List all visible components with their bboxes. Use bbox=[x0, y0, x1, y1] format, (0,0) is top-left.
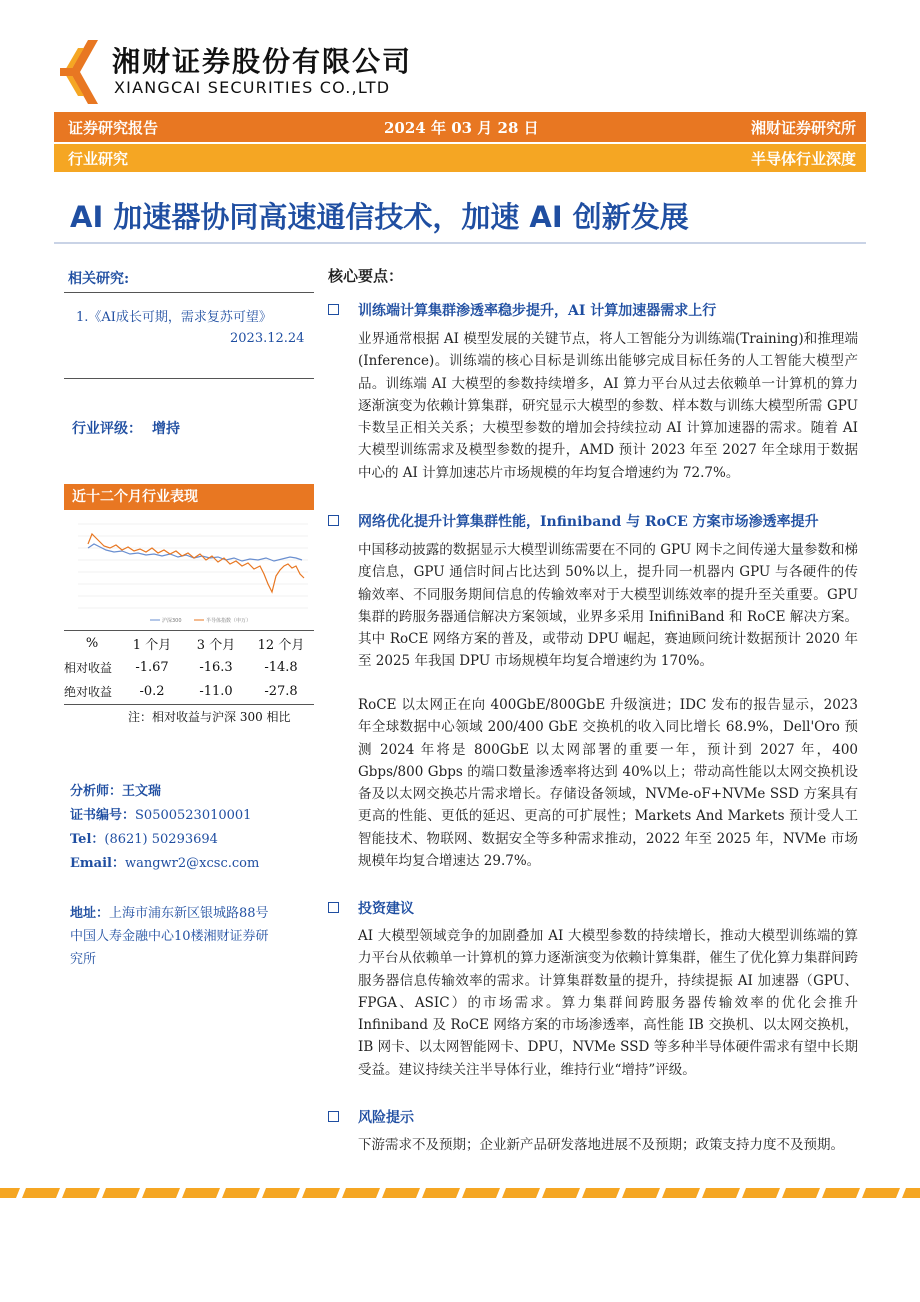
report-subcategory: 半导体行业深度 bbox=[750, 149, 856, 168]
analyst-label: 分析师： bbox=[70, 784, 123, 799]
xiangcai-logo-icon bbox=[60, 38, 104, 106]
table-cell: -14.8 bbox=[264, 659, 298, 675]
performance-heading: 近十二个月行业表现 bbox=[64, 484, 314, 510]
sidebar-divider bbox=[64, 292, 314, 293]
table-row-label: 相对收益 bbox=[64, 660, 113, 675]
table-cell: -1.67 bbox=[135, 659, 169, 675]
series-semiconductor-line bbox=[88, 534, 304, 592]
email-value[interactable]: wangwr2@xcsc.com bbox=[124, 856, 260, 871]
table-cell: -27.8 bbox=[264, 683, 298, 699]
table-row bbox=[64, 679, 314, 703]
table-note: 注：相对收益与沪深 300 相比 bbox=[128, 710, 291, 724]
company-name-en: XIANGCAI SECURITIES CO.,LTD bbox=[114, 78, 391, 97]
section-paragraph: 业界通常根据 AI 模型发展的关键节点，将人工智能分为训练端(Training)和推理端(Inference)。训练端的核心目标是训练出能够完成目标任务的人工智能大模型产品。训练端 AI 大模型的参数持续增多，AI 算力平台从过去依赖单一计算机的算力逐渐演变为依赖计算集群，研究显示大模型的参数、样本数与训练大模型所需 GPU 卡数呈正相关关系；大模型参数的增加会持续拉动 AI 计算加速器的需求。随着 AI 大模型训练需求及模型参数的提升，AMD 预计 2023 年至 2027 年全球用于数据中心的 AI 计算加速芯片市场规模的年均复合增速约为 72.7%。 bbox=[358, 331, 858, 481]
report-category: 行业研究 bbox=[68, 149, 129, 168]
table-header-row bbox=[64, 631, 314, 655]
table-row-label: 绝对收益 bbox=[64, 684, 113, 699]
table-header-cell: % bbox=[85, 635, 99, 651]
checkbox-bullet-icon bbox=[328, 902, 339, 913]
section-paragraph: 下游需求不及预期；企业新产品研发落地进展不及预期；政策支持力度不及预期。 bbox=[358, 1137, 844, 1153]
table-row bbox=[64, 655, 314, 679]
performance-table bbox=[64, 631, 314, 703]
report-type: 证券研究报告 bbox=[68, 118, 159, 137]
report-title: AI 加速器协同高速通信技术，加速 AI 创新发展 bbox=[70, 200, 689, 234]
table-cell: -16.3 bbox=[199, 659, 233, 675]
section-paragraph: RoCE 以太网正在向 400GbE/800GbE 升级演进；IDC 发布的报告显示，2023 年全球数据中心领域 200/400 GbE 交换机的收入同比增长 68.9%，Dell'Oro 预测 2024 年将是 800GbE 以太网部署的重要一年，预计到 2027 年，400 Gbps/800 Gbps 的端口数量渗透率将达到 40%以上；带动高性能以太网交换机设备及以太网交换芯片需求增长。存储设备领域，NVMe-oF+NVMe SSD 方案具有更高的性能、更低的延迟、更高的可扩展性；Markets And Markets 预计受人工智能技术、物联网、数据安全等多种需求推动，2022 年至 2025 年，NVMe 市场规模年均复合增速达 29.7%。 bbox=[358, 697, 858, 870]
checkbox-bullet-icon bbox=[328, 304, 339, 315]
section-heading-investment: 投资建议 bbox=[358, 901, 414, 917]
series-hs300-line bbox=[88, 544, 302, 561]
checkbox-bullet-icon bbox=[328, 515, 339, 526]
related-research-heading: 相关研究: bbox=[68, 271, 130, 287]
header-bar-top bbox=[54, 112, 866, 142]
address-value: 上海市浦东新区银城路88号 bbox=[109, 906, 269, 921]
section-heading-training: 训练端计算集群渗透率稳步提升，AI 计算加速器需求上行 bbox=[358, 303, 717, 319]
table-cell: -11.0 bbox=[199, 683, 233, 699]
email-label: Email： bbox=[70, 856, 125, 871]
tel-value: (8621) 50293694 bbox=[104, 832, 218, 847]
industry-rating-label: 行业评级： bbox=[72, 421, 142, 437]
company-name-cn: 湘财证券股份有限公司 bbox=[112, 45, 413, 78]
table-header-cell: 1 个月 bbox=[132, 637, 172, 653]
sidebar-divider bbox=[64, 378, 314, 379]
section-paragraph: 中国移动披露的数据显示大模型训练需要在不同的 GPU 网卡之间传递大量参数和梯度信息，GPU 通信时间占比达到 50%以上，提升同一机器内 GPU 与各硬件的传输效率、不同服务期间信息的传输效率对于大模型训练效率的提升至关重要。GPU 集群的跨服务器通信解决方案领域，业界多采用 InifiniBand 和 RoCE 解决方案。其中 RoCE 网络方案的普及，或带动 DPU 崛起，赛迪顾问统计数据预计 2020 年至 2025 年我国 DPU 市场规模年均复合增速约为 170%。 bbox=[358, 542, 858, 670]
cert-value: S0500523010001 bbox=[135, 808, 252, 823]
header-bar-bottom bbox=[54, 144, 866, 172]
address-line-2: 中国人寿金融中心10楼湘财证券研 bbox=[70, 929, 269, 944]
cert-line bbox=[70, 804, 251, 823]
performance-chart bbox=[64, 514, 314, 626]
related-research-date: 2023.12.24 bbox=[230, 331, 305, 346]
section-heading-network: 网络优化提升计算集群性能，Infiniband 与 RoCE 方案市场渗透率提升 bbox=[358, 514, 819, 530]
section-paragraph: AI 大模型领域竞争的加剧叠加 AI 大模型参数的持续增长，推动大模型训练端的算力平台从依赖单一计算机的算力逐渐演变为依赖计算集群，催生了优化算力集群间跨服务器信息传输效率的需求。计算集群数量的提升，持续提振 AI 加速器（GPU、FPGA、ASIC）的市场需求。算力集群间跨服务器传输效率的优化会推升 Infiniband 及 RoCE 网络方案的市场渗透率，高性能 IB 交换机、以太网交换机，IB 网卡、以太网智能网卡、DPU，NVMe SSD 等多种半导体硬件需求有望中长期受益。建议持续关注半导体行业，维持行业“增持”评级。 bbox=[358, 928, 858, 1078]
table-header-cell: 3 个月 bbox=[196, 637, 236, 653]
tel-line bbox=[70, 828, 218, 847]
institute-name: 湘财证券研究所 bbox=[750, 118, 856, 137]
report-date: 2024 年 03 月 28 日 bbox=[384, 118, 539, 137]
legend-hs300: 沪深300 bbox=[162, 618, 182, 624]
footer-stripe bbox=[0, 1188, 920, 1198]
section-heading-risk: 风险提示 bbox=[358, 1110, 414, 1126]
title-divider bbox=[54, 242, 866, 244]
address-label: 地址： bbox=[70, 906, 110, 921]
table-header-cell: 12 个月 bbox=[257, 637, 305, 653]
address-line bbox=[70, 902, 269, 921]
cert-label: 证书编号： bbox=[70, 808, 136, 823]
address-line-3: 究所 bbox=[70, 952, 97, 967]
table-bottom-rule bbox=[64, 704, 314, 705]
key-points-heading: 核心要点： bbox=[328, 267, 404, 285]
industry-rating-value: 增持 bbox=[152, 421, 180, 437]
table-cell: -0.2 bbox=[139, 683, 165, 699]
legend-semiconductor: 半导体指数（申万） bbox=[206, 618, 252, 624]
tel-label: Tel： bbox=[70, 832, 105, 847]
analyst-line bbox=[70, 780, 161, 799]
email-line bbox=[70, 852, 259, 871]
checkbox-bullet-icon bbox=[328, 1111, 339, 1122]
analyst-name: 王文瑞 bbox=[122, 784, 162, 799]
related-research-item[interactable]: 1.《AI成长可期，需求复苏可望》 bbox=[76, 310, 272, 325]
